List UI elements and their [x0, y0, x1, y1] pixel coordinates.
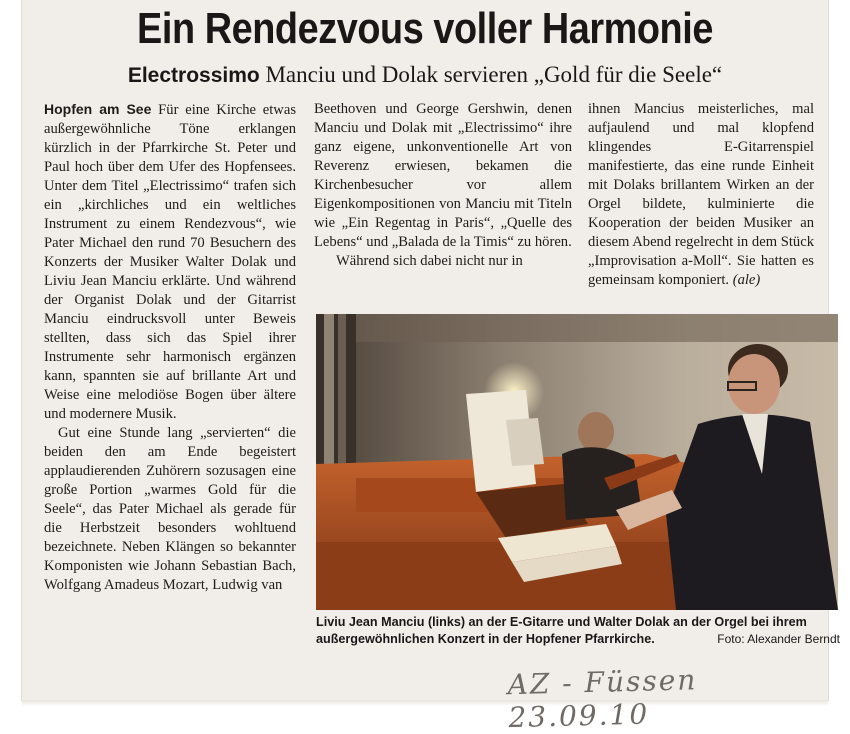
paragraph-3-continued: ihnen Mancius meisterliches, mal aufjaulend und mal klopfend klingendes E-Gitarrenspiel manifestierte, das eine runde Einheit mit Dolaks brillantem Wirken an der Orgel bildete, kulminierte die Kooperation der beiden Musiker an diesem Abend regelrecht in dem Stück „Improvisation a-Moll“. Sie hatten es gemeinsam komponiert. (ale)	[588, 101, 814, 288]
photo-caption	[316, 614, 840, 648]
article-column-3	[588, 100, 814, 300]
handwritten-note: AZ - Füssen 23.09.10	[507, 663, 698, 734]
paragraph-2: Gut eine Stunde lang „servierten“ die beiden den am Ende begeistert applaudierenden Zuhörern sozusagen eine große Portion „warmes Gold für die Seele“, das Pater Michael als gerade für die Herbstzeit besonders wohltuend bezeichnete. Neben Klängen so bekannter Komponisten wie Johann Sebastian Bach, Wolfgang Amadeus Mozart, Ludwig van	[44, 425, 296, 593]
dateline: Hopfen am See	[44, 101, 152, 117]
subheadline	[0, 62, 850, 88]
paragraph-2-continued: Beethoven und George Gershwin, denen Manciu und Dolak mit „Electrissimo“ ihre ganz eigene, unkonventionelle Art von Reverenz erwiesen, bekamen die Kirchenbesucher vor allem Eigenkompositionen von Manciu mit Titeln wie „Ein Regentag in Paris“, „Quelle des Lebens“ und „Balada de la Timis“ zu hören.	[314, 101, 572, 250]
concert-photo	[316, 314, 838, 610]
author-initials: (ale)	[732, 272, 761, 288]
photo-credit: Foto: Alexander Berndt	[717, 632, 840, 646]
subheadline-text: Manciu und Dolak servieren „Gold für die Seele“	[265, 62, 723, 87]
headline: Ein Rendezvous voller Harmonie	[137, 4, 713, 53]
paragraph-3: Während sich dabei nicht nur in	[336, 253, 523, 269]
concert-photo-illustration	[316, 314, 838, 610]
caption-text: Liviu Jean Manciu (links) an der E-Gitarre und Walter Dolak an der Orgel bei ihrem außergewöhnlichen Konzert in der Hopfener Pfarrkirche.	[316, 615, 807, 646]
kicker: Electrossimo	[127, 64, 260, 87]
paragraph-1-text: Für eine Kirche etwas außergewöhnliche Töne erklangen kürzlich in der Pfarrkirche St. Peter und Paul hoch über dem Ufer des Hopfensees. Unter dem Titel „Electrissimo“ trafen sich ein „kirchliches und ein weltliches Instrument zu einem Rendezvous“, wie Pater Michael den rund 70 Besuchern des Konzerts der Musiker Walter Dolak und Liviu Jean Manciu erklärte. Und während der Organist Dolak und der Gitarrist Manciu eindrucksvoll unter Beweis stellten, dass sich das Spiel ihrer Instrumente sehr harmonisch ergänzen kann, spannten sie auf brillante Art und Weise eine melodiöse Bogen über ältere und modernere Musik.	[44, 102, 296, 422]
paragraph-1	[44, 100, 296, 424]
article-column-1	[44, 100, 296, 648]
article-column-2	[314, 100, 572, 300]
